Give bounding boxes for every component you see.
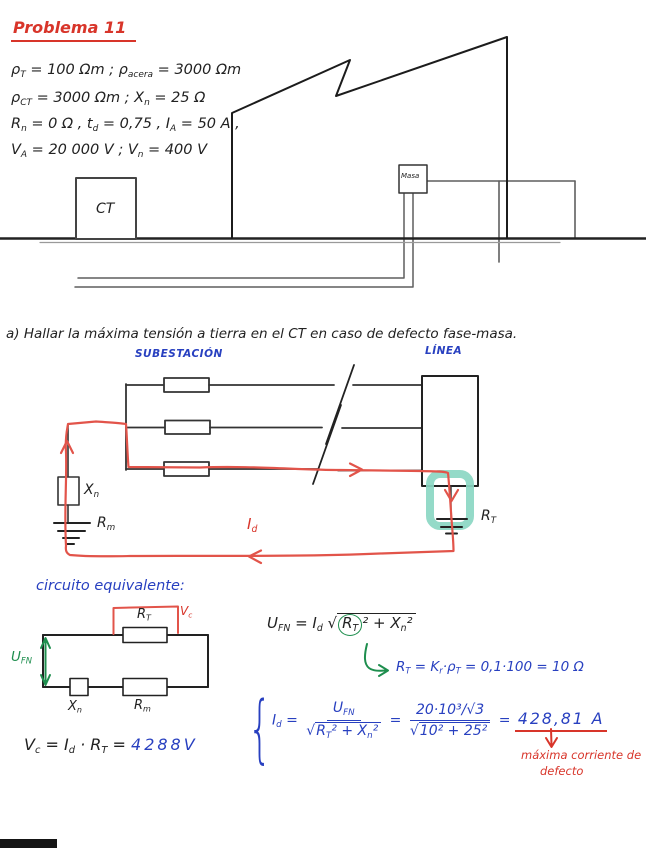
equivalent-rm-label: $R_m$ — [134, 698, 151, 714]
equivalent-circuit-title: circuito equivalente: — [36, 578, 185, 594]
xn-branch — [58, 424, 79, 523]
substation-label: SUBESTACIÓN — [135, 348, 223, 360]
id-formula: $I_d$ = $\frac{U_{FN}}{√R_T^2 + X_n^2}$ = $\frac{\text{20·10³/√3}}{\text{√10² + 25²}}$ = 428,81 A — [272, 700, 607, 741]
masa-box-label: Masa — [401, 172, 420, 180]
green-hook-arrow — [365, 644, 388, 676]
linea-box — [422, 376, 478, 486]
rt-formula: $R_T = K_r\cdot\rho_T = 0,1\cdot 100 = 10$ Ω — [396, 659, 584, 676]
line-label: LÍNEA — [425, 345, 463, 357]
equivalent-ufn-label: $U_{FN}$ — [11, 649, 32, 666]
line-break-symbol — [313, 365, 354, 484]
brace-mark: { — [248, 686, 272, 772]
xn-label: $X_n$ — [84, 482, 100, 500]
equivalent-vc-label: $V_c$ — [180, 604, 193, 620]
given-data-line-1: $\rho_T = 100$ Ωm ; $\rho_{acera} = 3000$ Ωm — [11, 62, 242, 80]
ufn-formula: $U_{FN} = I_d$ √ $R_T$ $^2 + X_n^2$ — [267, 614, 416, 636]
page-title: Problema 11 — [11, 19, 136, 42]
building-outline — [232, 37, 507, 238]
given-data-line-4: $V_A = 20$ 000 V ; $V_n = 400$ V — [11, 142, 208, 160]
bottom-left-dark-strip — [0, 839, 57, 848]
rm-label: $R_m$ — [97, 515, 116, 533]
equivalent-rt-resistor — [123, 628, 167, 643]
equivalent-xn-box — [70, 679, 88, 696]
masa-earth-loop — [427, 181, 575, 262]
ct-box-label: CT — [96, 201, 115, 217]
question-a-text: a) Hallar la máxima tensión a tierra en el CT en caso de defecto fase-masa. — [6, 326, 518, 342]
ground-symbol-rm — [54, 523, 90, 544]
fault-diagram — [54, 365, 478, 563]
equivalent-xn-label: $X_n$ — [68, 699, 83, 715]
fault-current-path — [61, 422, 458, 564]
max-fault-current-note-line1: máxima corriente de — [521, 748, 642, 762]
fault-current-label: $I_d$ — [247, 515, 258, 535]
vc-result-formula: $V_c = I_d \cdot R_T = 4288V$ — [24, 735, 198, 757]
equivalent-rm-resistor — [123, 679, 167, 696]
given-data-line-3: $R_n = 0$ Ω , $t_d = 0,75$ , $I_A = 50$ A , — [11, 116, 240, 134]
max-fault-current-note-line2: defecto — [540, 764, 584, 778]
equivalent-rt-label: $R_T$ — [137, 607, 151, 623]
given-data-line-2: $\rho_{CT} = 3000$ Ωm ; $X_n = 25$ Ω — [11, 90, 206, 108]
rt-label: $R_T$ — [481, 508, 497, 526]
substation-windings — [126, 378, 422, 476]
